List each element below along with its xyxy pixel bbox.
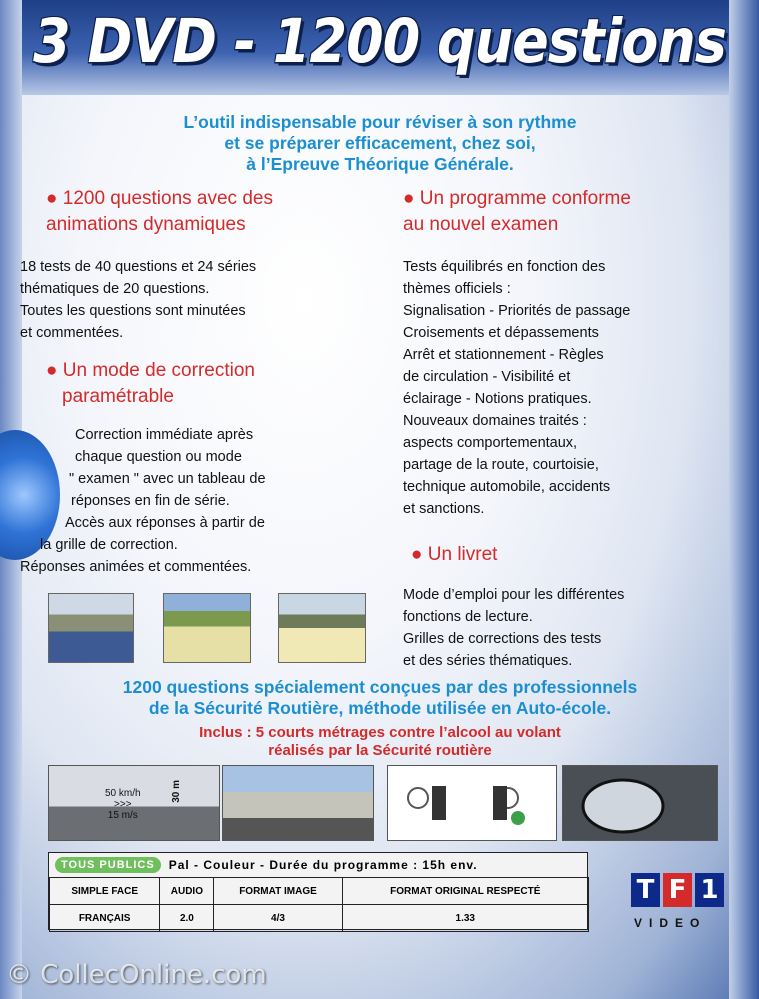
wheel-diagram-icon xyxy=(388,766,557,841)
speed-readout: 50 km/h >>> 15 m/s xyxy=(105,788,141,821)
cover-title: 3 DVD - 1200 questions xyxy=(33,6,726,77)
spec-panel xyxy=(48,852,588,930)
distance-sign: 30 m xyxy=(171,780,182,803)
audience-badge: TOUS PUBLICS xyxy=(55,857,161,873)
video-still-diagram xyxy=(387,765,557,841)
bullet-icon: ● xyxy=(46,360,58,381)
left-column xyxy=(20,186,376,578)
screenshot-thumbnail xyxy=(48,593,134,663)
screenshot-thumbnail xyxy=(163,593,251,663)
bullet-icon: ● xyxy=(46,188,58,209)
table-row: FRANÇAIS 2.0 4/3 1.33 xyxy=(50,905,589,932)
intro-text: L’outil indispensable pour réviser à son rythme et se préparer efficacement, chez soi, à l’Epreuve Théorique Générale. xyxy=(183,112,577,174)
screenshot-thumbnail xyxy=(278,593,366,663)
format-line: Pal - Couleur - Durée du programme : 15h env. xyxy=(168,858,478,872)
screenshot-thumbnails xyxy=(48,593,366,665)
bullet-icon: ● xyxy=(411,544,423,565)
tf1-logo: T F 1 xyxy=(631,873,731,917)
spec-table xyxy=(49,877,589,932)
heading-correction: ● Un mode de correction paramétrable xyxy=(46,360,255,407)
correction-text: Correction immédiate après chaque question ou mode " examen " avec un tableau de réponses en fin de série. Accès aux réponses à partir de la grille de correction. Réponses animées et commentées. xyxy=(20,427,266,575)
bullet-icon: ● xyxy=(403,188,415,209)
right-edge xyxy=(729,0,759,999)
video-still-fog xyxy=(48,765,220,841)
professionals-text: 1200 questions spécialement conçues par des professionnels de la Sécurité Routière, méthode utilisée en Auto-école. xyxy=(122,677,638,718)
mirror-icon xyxy=(563,766,718,841)
heading-livret: ● Un livret xyxy=(411,544,498,565)
video-still-mirror xyxy=(562,765,718,841)
programme-text: Tests équilibrés en fonction des thèmes officiels : Signalisation - Priorités de passage Croisements et dépassements Arrêt et stationnement - Règles de circulation - Visibilité et éclairage - Notions pratiques. Nouveaux domaines traités : aspects comportementaux, partage de la route, courtoisie, technique automobile, accidents et sanctions. xyxy=(403,259,631,517)
heading-programme: ● Un programme conforme au nouvel examen xyxy=(403,188,631,235)
heading-questions: ● 1200 questions avec des animations dynamiques xyxy=(46,188,273,235)
inclus-text: Inclus : 5 courts métrages contre l’alcool au volant réalisés par la Sécurité routière xyxy=(199,724,561,759)
watermark: © CollecOnline.com xyxy=(6,960,267,990)
right-column xyxy=(403,186,723,672)
video-still-road xyxy=(222,765,374,841)
questions-text: 18 tests de 40 questions et 24 séries thématiques de 20 questions. Toutes les questions sont minutées et commentées. xyxy=(20,259,257,341)
livret-text: Mode d’emploi pour les différentes fonctions de lecture. Grilles de corrections des tests et des séries thématiques. xyxy=(403,587,625,669)
table-row: SIMPLE FACE AUDIO FORMAT IMAGE FORMAT ORIGINAL RESPECTÉ xyxy=(50,878,589,905)
tf1-video-label: VIDEO xyxy=(634,916,707,930)
